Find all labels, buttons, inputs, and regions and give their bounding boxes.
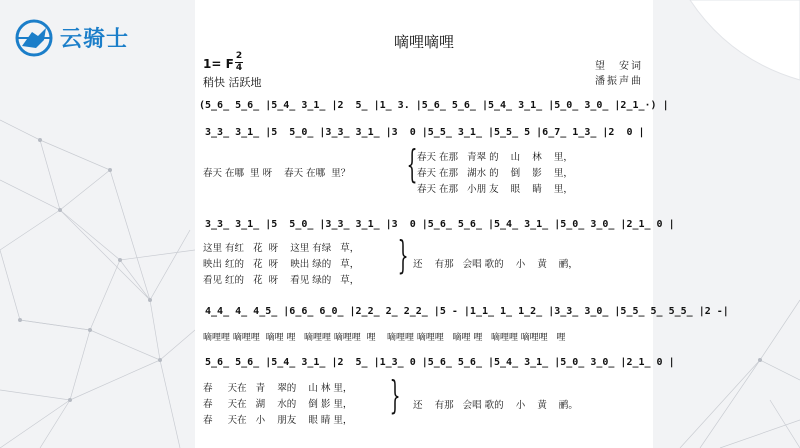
lyricist-credit: 望 安词 bbox=[595, 61, 643, 72]
brace: } bbox=[389, 373, 401, 417]
brand-logo-text: 云骑士 bbox=[60, 27, 130, 52]
lyrics-row-2-verse-1: 春天 在那 青翠 的 山 林 里， bbox=[417, 152, 573, 163]
lyrics-row-3-verse-3: 看见 红的 花 呀 看见 绿的 草， bbox=[203, 275, 360, 286]
key-signature: 1= F bbox=[203, 57, 234, 71]
notation-row-5: 5̲6̲ 5̲6̲ |5̲4̲ 3̲1̲ |2 5̲ |1̲3̲ 0 |5̲6̲ 5̲6̲ |5̲4̲ 3̲1̲ |5̲0̲ 3̲0̲ |2̲1̲ 0 | bbox=[199, 357, 675, 368]
knight-icon bbox=[14, 18, 58, 58]
lyrics-row-3-verse-1: 这里 有红 花 呀 这里 有绿 草， bbox=[203, 243, 360, 254]
notation-row-4: 4̲4̲ 4̲ 4̲5̲ |6̲6̲ 6̲0̲ |2̲2̲ 2̲ 2̲2̲ |5 - |1̲1̲ 1̲ 1̲2̲ |3̲3̲ 3̲0̲ |5̲5̲ 5̲ 5̲5̲ |2 -| bbox=[199, 306, 729, 317]
notation-row-3: 3̲3̲ 3̲1̲ |5 5̲0̲ |3̲3̲ 3̲1̲ |3 0 |5̲6̲ 5̲6̲ |5̲4̲ 3̲1̲ |5̲0̲ 3̲0̲ |2̲1̲ 0 | bbox=[199, 219, 675, 230]
lyrics-row-2-verse-2: 春天 在那 湖水 的 倒 影 里， bbox=[417, 168, 573, 179]
song-title: 嘀哩嘀哩 bbox=[393, 33, 454, 51]
lyrics-row-5-refrain: 还 有那 会唱 歌的 小 黄 鹂。 bbox=[413, 400, 578, 411]
lyrics-row-4: 嘀哩哩 嘀哩哩 嘀哩 哩 嘀哩哩 嘀哩哩 哩 嘀哩哩 嘀哩哩 嘀哩 哩 嘀哩哩 嘀哩哩 哩 bbox=[203, 333, 566, 343]
tempo-marking: 稍快 活跃地 bbox=[203, 76, 262, 89]
brace: } bbox=[397, 233, 409, 277]
lyrics-row-2: 春天 在哪 里 呀 春天 在哪 里？ bbox=[203, 168, 351, 179]
music-sheet bbox=[195, 0, 729, 448]
lyrics-row-5-verse-2: 春 天在 湖 水的 倒 影 里， bbox=[203, 399, 353, 410]
lyrics-row-5-verse-1: 春 天在 青 翠的 山 林 里， bbox=[203, 383, 353, 394]
notation-row-2: 3̲3̲ 3̲1̲ |5 5̲0̲ |3̲3̲ 3̲1̲ |3 0 |5̲5̲ 3̲1̲ |5̲5̲ 5 |6̲7̲ 1̲3̲ |2 0 | bbox=[199, 127, 645, 138]
notation-row-1: (5̲6̲ 5̲6̲ |5̲4̲ 3̲1̲ |2 5̲ |1̲ 3. |5̲6̲ 5̲6̲ |5̲4̲ 3̲1̲ |5̲0̲ 3̲0̲ |2̲1̲·) | bbox=[199, 100, 669, 111]
time-signature-top: 2 bbox=[235, 51, 243, 61]
lyrics-row-3-verse-2: 映出 红的 花 呀 映出 绿的 草， bbox=[203, 259, 360, 270]
time-signature-bottom: 4 bbox=[235, 63, 243, 73]
lyrics-row-5-verse-3: 春 天在 小 朋友 眼 睛 里， bbox=[203, 415, 353, 426]
time-signature bbox=[235, 52, 243, 73]
composer-credit: 潘振声曲 bbox=[595, 76, 643, 87]
brace: { bbox=[406, 142, 418, 186]
lyrics-row-2-verse-3: 春天 在那 小朋 友 眼 睛 里， bbox=[417, 184, 573, 195]
lyrics-row-3-refrain: 还 有那 会唱 歌的 小 黄 鹂， bbox=[413, 259, 578, 270]
